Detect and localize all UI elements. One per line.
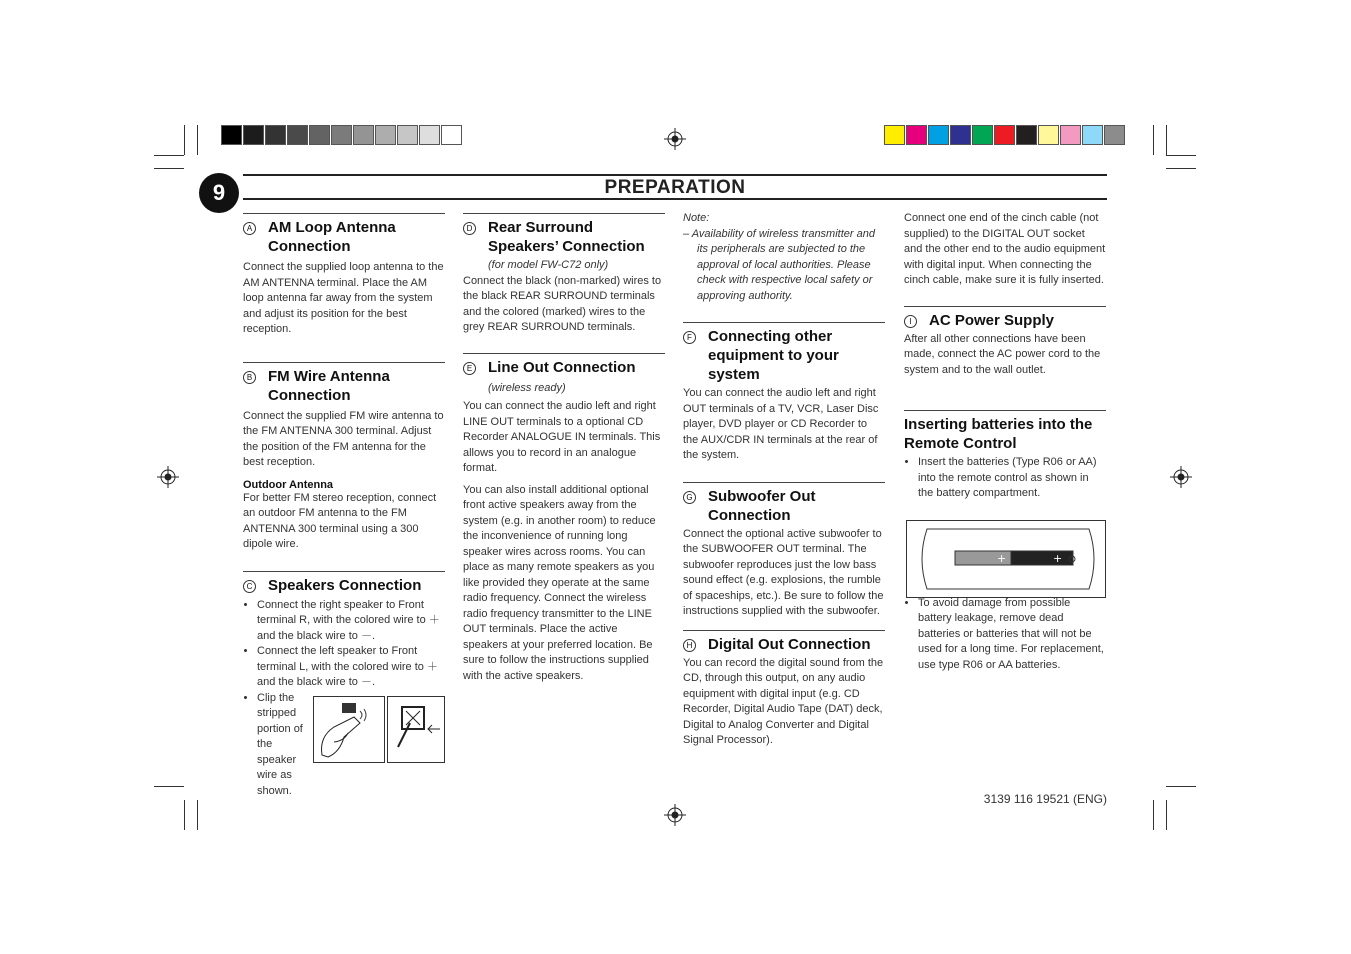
section-text: You can connect the audio left and right OUT terminals of a TV, VCR, Laser Disc player, DVD player or CD Recorder to the AUX/CDR IN terminals at the rear of the system. [683,387,879,461]
crop-mark [184,125,185,155]
section-title: FM Wire Antenna Connection [268,367,390,404]
crop-mark [1166,800,1167,830]
column-2 [463,213,665,684]
color-swatch [1016,125,1037,145]
column-3 [683,211,885,749]
section-letter: H [683,639,696,652]
section-text: After all other connections have been made, connect the AC power cord to the system and to the wall outlet. [904,332,1101,376]
registration-mark-icon [157,466,179,488]
cinch-text: Connect one end of the cinch cable (not supplied) to the DIGITAL OUT socket and the other end to the audio equipment with digital input. When connecting the cinch cable, make sure it is fully inserted. [904,212,1106,286]
color-swatch [1060,125,1081,145]
section-subwoofer [683,482,885,620]
registration-mark-icon [1170,466,1192,488]
list-item: • To avoid damage from possible battery leakage, remove dead batteries or batteries that will not be used for a long time. For replacement, use type R06 or AA batteries. [918,596,1106,674]
section-text: Connect the supplied FM wire antenna to the FM ANTENNA 300 terminal. Adjust the position of the FM antenna for the best reception. [243,409,444,468]
color-swatch [906,125,927,145]
color-swatch [265,125,286,145]
list-item: • Connect the right speaker to Front terminal R, with the colored wire to ＋ and the black wire to －. [257,598,445,645]
list-item: • Connect the left speaker to Front terminal L, with the colored wire to ＋ and the black wire to －. [257,644,445,691]
section-text: You can record the digital sound from the CD, through this output, on any audio equipment with digital input (e.g. CD Recorder, Digital Audio Tape (DAT) deck, Digital to Analog Converter and Digital Signal Processor). [683,656,884,746]
color-swatch [972,125,993,145]
section-line-out [463,353,665,685]
list-item: • Clip the stripped portion of the speaker wire as shown. [257,691,303,800]
section-text: Connect the optional active subwoofer to the SUBWOOFER OUT terminal. The subwoofer reproduces just the low bass sound effect (e.g. explosions, the rumble of spaceships, etc.). Be sure to follow the instructions supplied with the subwoofer. [683,527,884,617]
section-letter: D [463,222,476,235]
crop-mark [184,800,185,830]
crop-mark [1153,125,1154,155]
hand-clip-icon [314,697,384,762]
section-title: Line Out Connection [488,358,636,376]
color-swatch [221,125,242,145]
section-letter: F [683,331,696,344]
section-letter: A [243,222,256,235]
speaker-wire-insert-illustration [387,696,445,763]
remote-battery-icon [907,521,1105,597]
list-item: • Insert the batteries (Type R06 or AA) into the remote control as shown in the battery compartment. [918,455,1106,502]
color-swatch [1038,125,1059,145]
column-4 [904,211,1106,673]
section-title: AC Power Supply [929,311,1055,329]
model-note: (for model FW-C72 only) [488,259,609,271]
color-swatch [331,125,352,145]
color-swatch [375,125,396,145]
section-title: Speakers Connection [268,576,422,594]
color-swatch [1104,125,1125,145]
section-letter: B [243,371,256,384]
color-swatch [884,125,905,145]
outdoor-antenna-text: For better FM stereo reception, connect an outdoor FM antenna to the FM ANTENNA 300 terminal using a 300 dipole wire. [243,491,437,550]
svg-text:+: + [1053,552,1063,565]
section-title: Inserting batteries into the Remote Control [904,416,1093,452]
section-ac-power [904,306,1106,379]
section-rear-surround [463,213,665,336]
section-letter: I [904,315,917,328]
color-swatch [441,125,462,145]
section-letter: G [683,491,696,504]
outdoor-antenna-heading: Outdoor Antenna [243,478,334,491]
registration-mark-icon [664,804,686,826]
section-text: Connect the supplied loop antenna to the AM ANTENNA terminal. Place the AM loop antenna far away from the system and adjust its position for the best reception. [243,261,444,335]
section-title: AM Loop Antenna Connection [268,219,396,255]
color-swatch [397,125,418,145]
crop-mark [1166,155,1196,156]
crop-mark [1166,168,1196,169]
note-label: Note: [683,212,710,224]
crop-mark [197,125,198,155]
color-swatch [1082,125,1103,145]
section-letter: E [463,362,476,375]
color-swatch [928,125,949,145]
crop-mark [1166,125,1167,155]
page-title: PREPARATION [604,177,746,198]
terminal-insert-icon [388,697,444,762]
section-speakers [243,571,445,800]
speaker-wire-clip-illustration [313,696,385,763]
section-text: You can connect the audio left and right LINE OUT terminals to a optional CD Recorder ANALOGUE IN terminals. This allows you to record in an analogue format. [463,400,661,474]
title-bottom-rule [243,198,1107,200]
section-text: Connect the black (non-marked) wires to the black REAR SURROUND terminals and the colored (marked) wires to the grey REAR SURROUND terminals. [463,274,662,333]
section-text: You can also install additional optional front active speakers away from the system (e.g. in another room) to reduce the inconvenience of running long speaker wires across rooms. You can place as many remote speakers as you like provided they operate at the same radio frequency. Connect the wireless radio frequency transmitter to the LINE OUT terminals. Place the active speakers at your preferred location. Be sure to follow the instructions supplied with the active speakers. [463,483,656,682]
section-title: Rear Surround Speakers’ Connection [488,219,645,255]
document-code: 3139 116 19521 (ENG) [983,792,1107,806]
color-swatch [309,125,330,145]
crop-mark [154,155,184,156]
wireless-note: (wireless ready) [488,381,566,394]
svg-text:+: + [997,552,1007,565]
crop-mark [154,168,184,169]
color-swatch [419,125,440,145]
section-am-antenna [243,213,445,338]
section-other-equipment [683,322,885,464]
color-swatch [243,125,264,145]
section-title: Subwoofer Out Connection [708,487,816,524]
crop-mark [1153,800,1154,830]
section-title: Digital Out Connection [708,635,871,653]
color-swatch [353,125,374,145]
crop-mark [154,786,184,787]
battery-compartment-illustration [906,520,1106,598]
section-letter: C [243,580,256,593]
section-title: Connecting other equipment to your system [708,328,839,383]
title-top-rule [243,174,1107,176]
page-number: 9 [199,173,239,213]
registration-mark-icon [664,128,686,150]
section-digital-out [683,630,885,749]
color-swatch [994,125,1015,145]
section-fm-antenna [243,362,445,553]
color-swatch [287,125,308,145]
note-text: – Availability of wireless transmitter and its peripherals are subjected to the approval of local authorities. Please check with respective local safety or approving authority. [683,227,875,302]
crop-mark [1166,786,1196,787]
crop-mark [197,800,198,830]
color-swatch [950,125,971,145]
